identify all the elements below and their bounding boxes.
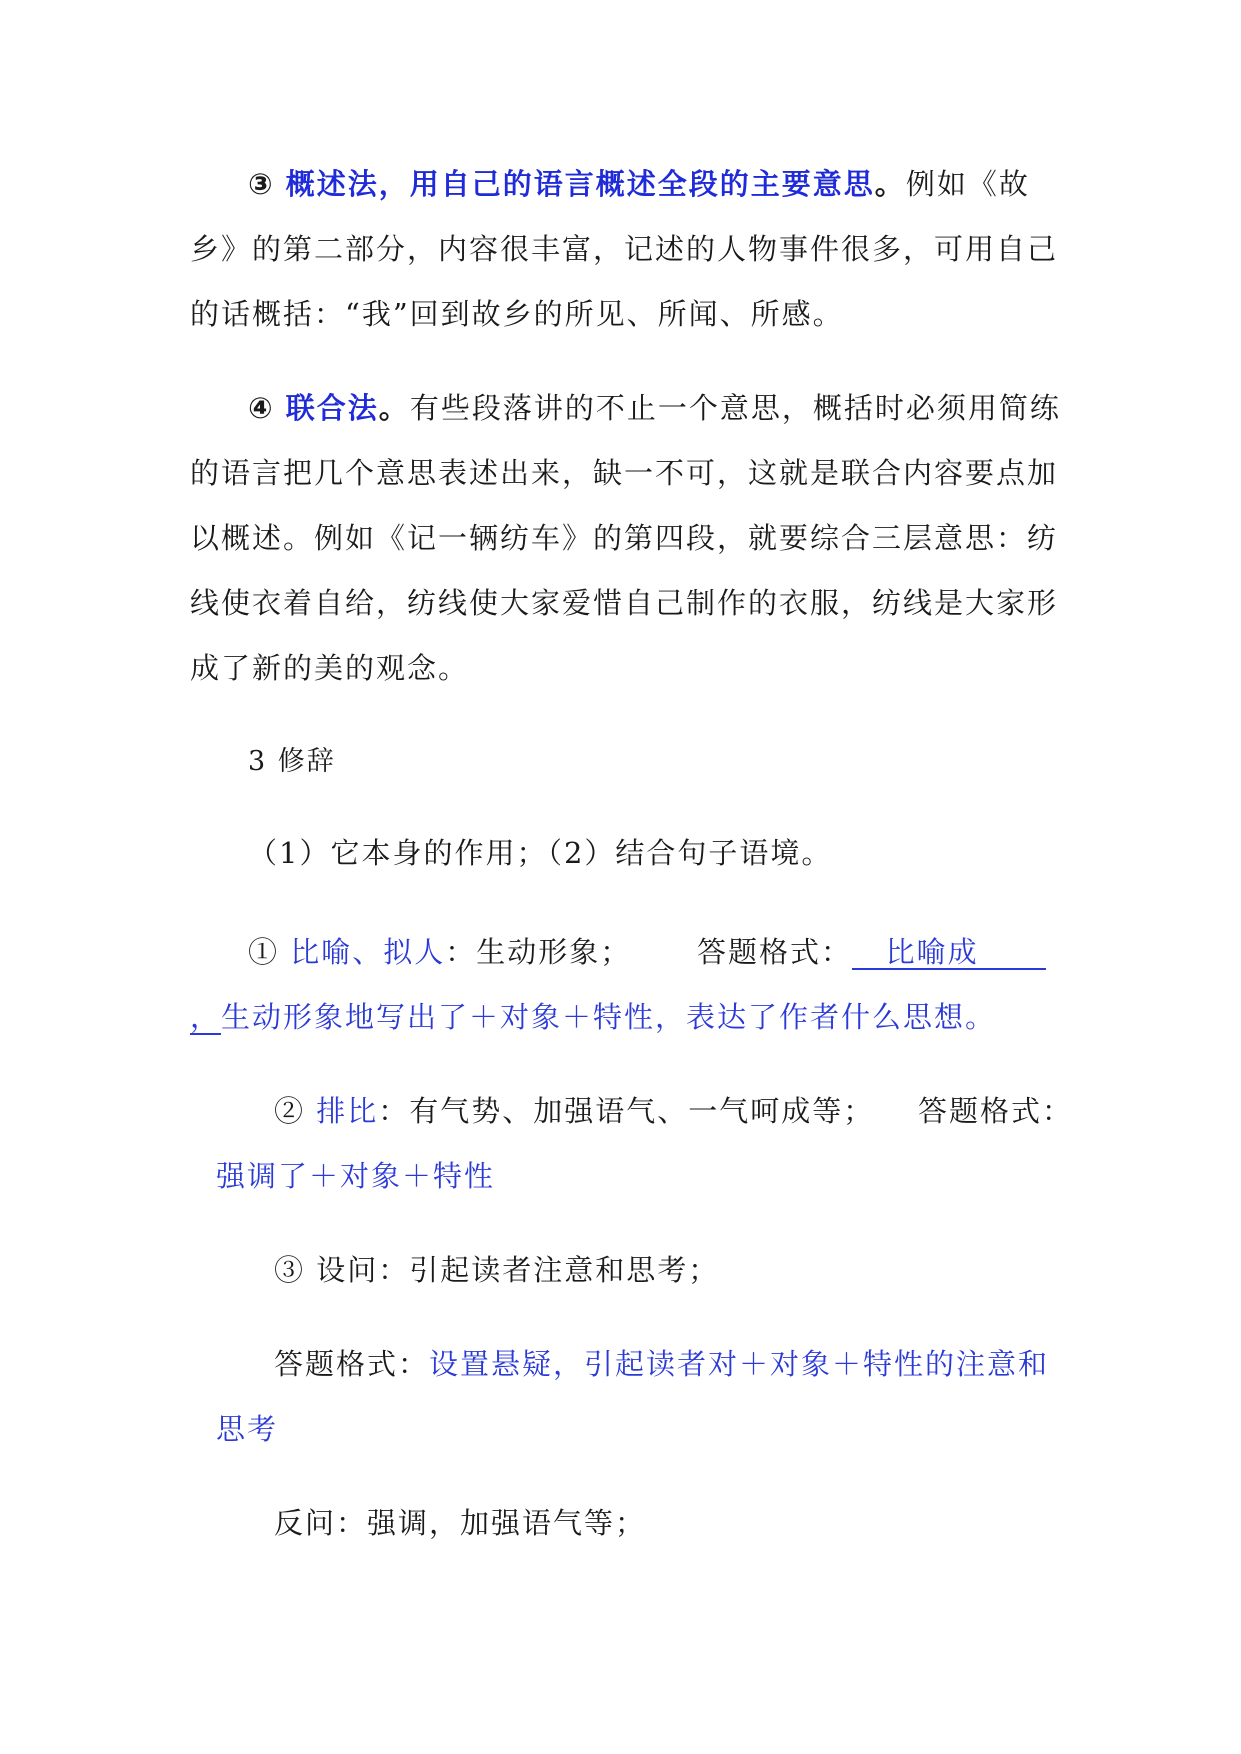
p4-method: 联合法 [285, 391, 379, 425]
p3-method: 概述法，用自己的语言概述全段的主要意思 [285, 167, 875, 201]
p4-period: 。 [378, 391, 410, 425]
r1-marker: ① [248, 935, 280, 969]
r3-line-1 [274, 1250, 719, 1290]
r2-term: 排比 [316, 1094, 379, 1128]
r1-line2-rest: 生动形象地写出了＋对象＋特性，表达了作者什么思想。 [221, 1000, 997, 1034]
p4-line-4: 线使衣着自给，纺线使大家爱惜自己制作的衣服，纺线是大家形 [190, 586, 1059, 620]
p3-period: 。 [874, 167, 906, 201]
r2-format-label: 答题格式： [918, 1094, 1074, 1128]
r3-format-text-1: 设置悬疑，引起读者对＋对象＋特性的注意和 [429, 1347, 1050, 1381]
r2-effect: ：有气势、加强语气、一气呵成等； [378, 1094, 875, 1128]
p3-marker: ③ [248, 167, 275, 201]
r1-line2-blank: ， [190, 1000, 222, 1034]
r1-line-2 [190, 997, 996, 1037]
r1-line-1 [248, 932, 631, 972]
section-heading: 3 修辞 [248, 746, 336, 777]
r3-format-label: 答题格式： [274, 1347, 430, 1381]
r3-format-line-1 [274, 1344, 1049, 1384]
r2-format-text: 强调了＋对象＋特性 [216, 1159, 496, 1193]
p3-line-1 [248, 164, 1030, 204]
p3-line1-rest: 例如《故 [905, 167, 1030, 201]
p4-line-3: 以概述。例如《记一辆纺车》的第四段，就要综合三层意思：纺 [190, 521, 1059, 555]
r3-marker: ③ [274, 1253, 306, 1287]
r2-format [216, 1156, 495, 1196]
p3-line-3: 的话概括：“我”回到故乡的所见、所闻、所感。 [190, 297, 844, 331]
r3-effect: 设问：引起读者注意和思考； [316, 1253, 720, 1287]
r2-line-1 [274, 1091, 874, 1131]
p3-line-2: 乡》的第二部分，内容很丰富，记述的人物事件很多，可用自己 [190, 232, 1059, 266]
r2-marker: ② [274, 1094, 306, 1128]
p4-line-1 [248, 388, 1061, 428]
r1-blank: 比喻成 [852, 935, 1046, 969]
r1-format-label-wrap [697, 932, 1046, 972]
r1-format-label: 答题格式： [697, 935, 853, 969]
r1-term: 比喻、拟人 [290, 935, 446, 969]
p4-marker: ④ [248, 391, 275, 425]
p4-line-5: 成了新的美的观念。 [190, 651, 470, 685]
p4-line1-rest: 有些段落讲的不止一个意思，概括时必须用简练 [409, 391, 1061, 425]
r3-format-line-2 [216, 1409, 278, 1449]
p4-line-2: 的语言把几个意思表述出来，缺一不可，这就是联合内容要点加 [190, 456, 1059, 490]
r3-format-text-2: 思考 [216, 1412, 279, 1446]
r1-effect: ：生动形象； [445, 935, 632, 969]
rhetoric-intro: （1）它本身的作用；（2）结合句子语境。 [248, 836, 833, 870]
r4-line-1: 反问：强调，加强语气等； [274, 1506, 647, 1540]
